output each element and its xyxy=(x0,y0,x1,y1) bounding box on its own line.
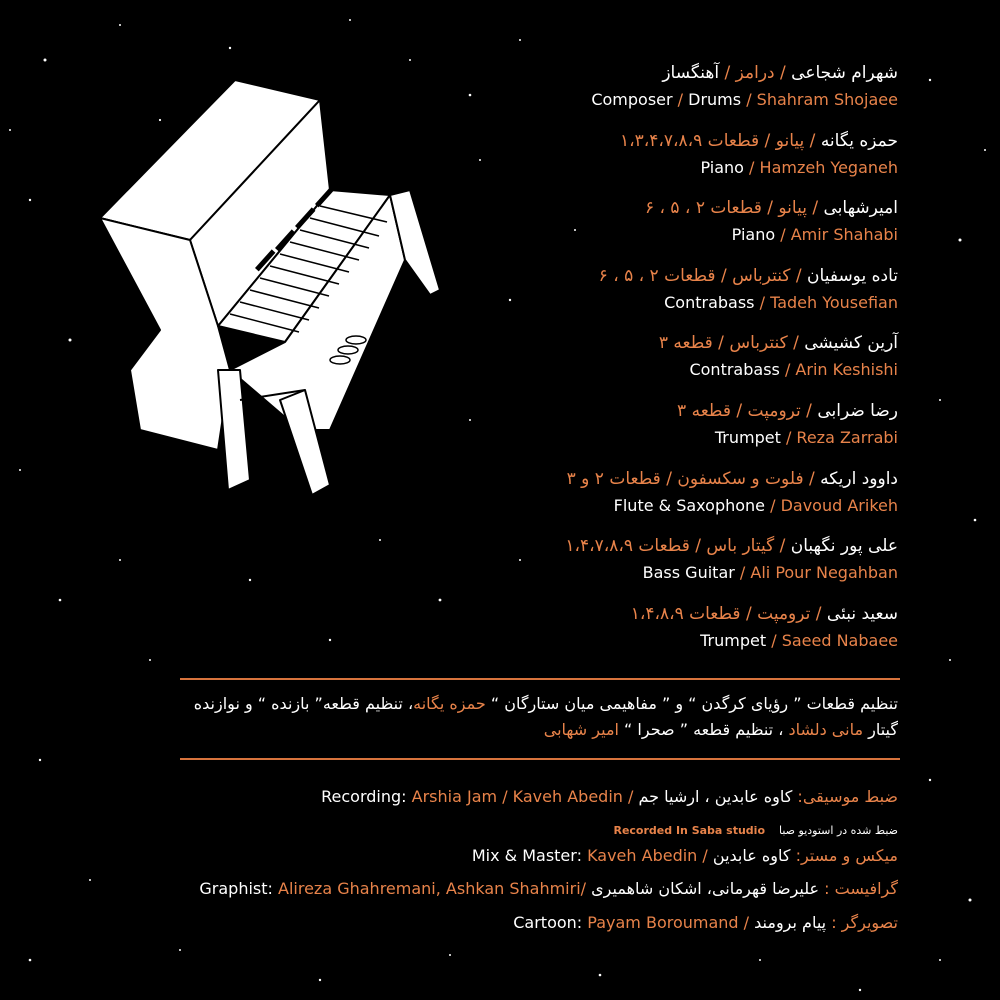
persian-role: ترومپت xyxy=(757,603,811,624)
cartoon-credit: Cartoon: Payam Boroumand / پیام برومند تصویرگر : xyxy=(513,913,898,932)
persian-role: کنترباس xyxy=(729,333,788,354)
credit-english-line: Contrabass / Tadeh Yousefian xyxy=(664,292,898,312)
persian-name: آرین کشیشی xyxy=(804,333,898,354)
persian-tracks: قطعات ۲ ، ۵ ، ۶ xyxy=(644,198,762,219)
english-role: Bass Guitar xyxy=(642,563,735,583)
credit-entry xyxy=(378,332,898,381)
credit-persian-line: امیرشهابی / پیانو / قطعات ۲ ، ۵ ، ۶ xyxy=(644,198,898,219)
credit-entry xyxy=(378,265,898,314)
english-name: Ali Pour Negahban xyxy=(750,563,898,583)
persian-name: شهرام شجاعی xyxy=(791,63,898,83)
credit-persian-line: آرین کشیشی / کنترباس / قطعه ۳ xyxy=(658,333,898,354)
english-role: Drums xyxy=(688,90,742,109)
persian-role: پیانو xyxy=(775,130,805,151)
persian-name: حمزه یگانه xyxy=(820,130,898,151)
credit-persian-line: تاده یوسفیان / کنترباس / قطعات ۲ ، ۵ ، ۶ xyxy=(598,265,898,286)
guitarist-name-mani: مانی دلشاد xyxy=(788,720,864,739)
credit-persian-line: رضا ضرابی / ترومپت / قطعه ۳ xyxy=(677,401,898,421)
mix-master-credit: Mix & Master: Kaveh Abedin / کاوه عابدین میکس و مستر: xyxy=(471,846,898,865)
arrangement-credits xyxy=(178,692,898,742)
english-name: Shahram Shojaee xyxy=(756,90,898,109)
english-role: Trumpet xyxy=(700,630,767,650)
persian-role: درامز xyxy=(735,63,775,83)
credit-entry xyxy=(378,603,898,652)
credit-entry xyxy=(378,400,898,449)
arranger-name-hamzeh: حمزه یگانه xyxy=(413,694,486,713)
english-name: Amir Shahabi xyxy=(790,225,898,245)
divider-bottom xyxy=(180,758,900,760)
english-name: Reza Zarrabi xyxy=(796,428,898,447)
divider-top xyxy=(180,678,900,680)
credit-english-line: Piano / Hamzeh Yeganeh xyxy=(700,157,898,177)
persian-tracks: قطعات ۱،۴،۷،۸،۹ xyxy=(565,536,690,557)
english-name: Davoud Arikeh xyxy=(780,495,898,515)
credit-entry xyxy=(378,197,898,246)
english-role: Piano xyxy=(731,225,776,245)
credit-entry xyxy=(378,468,898,517)
credit-english-line: Contrabass / Arin Keshishi xyxy=(689,360,898,380)
english-role: Contrabass xyxy=(664,292,755,312)
persian-role: کنترباس xyxy=(732,265,791,286)
arrangement-line-1: تنظیم قطعات ” رؤیای کرگدن “ و ” مفاهیمی میان ستارگان “ حمزه یگانه، تنظیم قطعه” بازنده “ و نوازنده xyxy=(193,694,898,713)
persian-role: ترومپت xyxy=(747,401,801,421)
persian-extra-role: آهنگساز xyxy=(662,63,720,83)
credit-english-line: Composer / Drums / Shahram Shojaee xyxy=(591,90,898,109)
credit-persian-line: داوود اریکه / فلوت و سکسفون / قطعات ۲ و ۳ xyxy=(566,468,898,489)
arrangement-line-2: گیتار مانی دلشاد ، تنظیم قطعه ” صحرا “ امیر شهابی xyxy=(543,720,898,739)
arranger-name-amir: امیر شهابی xyxy=(543,720,619,739)
english-role: Trumpet xyxy=(714,428,781,447)
english-name: Saeed Nabaee xyxy=(781,630,898,650)
persian-name: رضا ضرابی xyxy=(817,401,898,421)
credit-english-line: Trumpet / Reza Zarrabi xyxy=(714,428,898,447)
credit-english-line: Flute & Saxophone / Davoud Arikeh xyxy=(613,495,898,515)
english-role: Flute & Saxophone xyxy=(613,495,766,515)
graphist-credit: Graphist: Alireza Ghahremani, Ashkan Shahmiri/ علیرضا قهرمانی، اشکان شاهمیری گرافیست : xyxy=(199,879,898,898)
credit-entry xyxy=(378,130,898,179)
credit-persian-line: شهرام شجاعی / درامز / آهنگساز xyxy=(662,63,898,83)
credit-english-line: Trumpet / Saeed Nabaee xyxy=(700,630,898,650)
english-role: Composer xyxy=(591,90,673,109)
credit-entry xyxy=(378,535,898,584)
studio-credit: Recorded In Saba studio ضبط شده در استودیو صبا xyxy=(613,824,898,837)
credit-entry xyxy=(378,62,898,111)
persian-tracks: قطعات ۲ ، ۵ ، ۶ xyxy=(598,265,716,286)
recording-credit: Recording: Arshia Jam / Kaveh Abedin / کاوه عابدین ، ارشیا جم ضبط موسیقی: xyxy=(321,787,898,806)
persian-role: پیانو xyxy=(778,198,807,219)
persian-tracks: قطعات ۱،۴،۸،۹ xyxy=(630,603,741,624)
persian-name: امیرشهابی xyxy=(823,198,898,219)
persian-tracks: قطعات ۱،۳،۴،۷،۸،۹ xyxy=(620,130,760,151)
persian-name: داوود اریکه xyxy=(820,468,898,489)
persian-role: فلوت و سکسفون xyxy=(677,468,804,489)
persian-name: علی پور نگهبان xyxy=(790,536,898,557)
credit-english-line: Piano / Amir Shahabi xyxy=(731,225,898,245)
english-name: Hamzeh Yeganeh xyxy=(759,157,898,177)
persian-tracks: قطعات ۲ و ۳ xyxy=(566,468,661,489)
persian-role: گیتار باس xyxy=(706,536,775,557)
english-name: Arin Keshishi xyxy=(795,360,898,380)
persian-name: سعید نبئی xyxy=(826,603,898,624)
english-name: Tadeh Yousefian xyxy=(770,292,898,312)
credit-english-line: Bass Guitar / Ali Pour Negahban xyxy=(642,563,898,583)
english-role: Contrabass xyxy=(689,360,780,380)
english-role: Piano xyxy=(700,157,744,177)
credit-persian-line: علی پور نگهبان / گیتار باس / قطعات ۱،۴،۷،۸،۹ xyxy=(565,536,898,557)
credit-persian-line: سعید نبئی / ترومپت / قطعات ۱،۴،۸،۹ xyxy=(630,603,898,624)
persian-tracks: قطعه ۳ xyxy=(677,401,731,421)
persian-tracks: قطعه ۳ xyxy=(658,333,713,354)
credit-persian-line: حمزه یگانه / پیانو / قطعات ۱،۳،۴،۷،۸،۹ xyxy=(620,130,898,151)
persian-name: تاده یوسفیان xyxy=(807,265,898,286)
